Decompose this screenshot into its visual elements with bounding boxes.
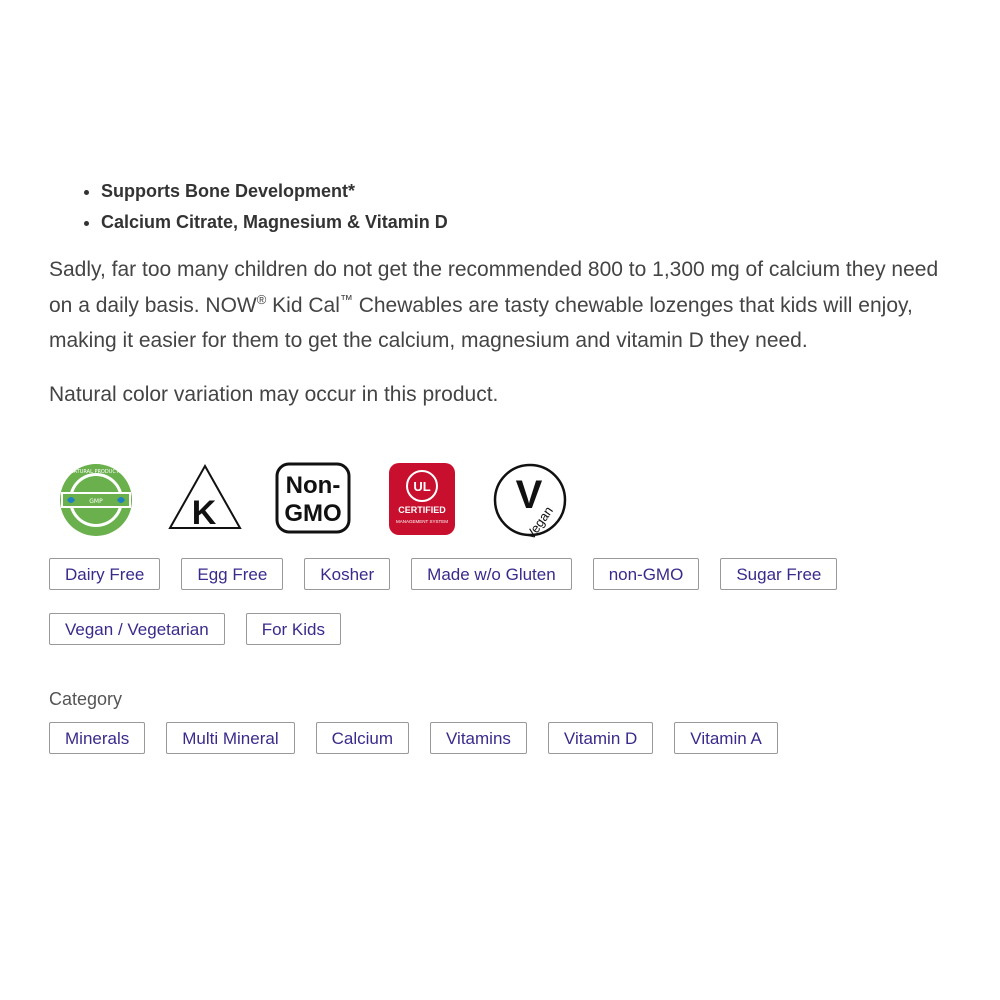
vegan-badge [492,462,568,543]
category-vitamin-a[interactable]: Vitamin A [674,722,778,754]
description-text: Kid Cal [266,293,340,317]
tag-egg-free[interactable]: Egg Free [181,558,283,590]
svg-text:GMO: GMO [284,499,342,527]
category-minerals[interactable]: Minerals [49,722,145,754]
svg-text:Non-: Non- [285,471,341,499]
tag-made-without-gluten[interactable]: Made w/o Gluten [411,558,572,590]
non-gmo-badge [275,462,351,539]
certification-badges [49,462,959,538]
svg-text:K: K [191,493,217,532]
tag-sugar-free[interactable]: Sugar Free [720,558,837,590]
tag-vegan-vegetarian[interactable]: Vegan / Vegetarian [49,613,225,645]
feature-item: • Calcium Citrate, Magnesium & Vitamin D [101,207,959,238]
trademark-mark: ™ [339,291,353,307]
category-vitamin-d[interactable]: Vitamin D [548,722,653,754]
tag-dairy-free[interactable]: Dairy Free [49,558,160,590]
category-heading: Category [49,688,123,709]
svg-text:UL: UL [413,478,431,494]
tag-for-kids[interactable]: For Kids [246,613,341,645]
product-description [49,176,959,777]
color-variation-note: Natural color variation may occur in this product. [49,382,499,406]
svg-text:Vegan: Vegan [522,502,556,538]
svg-text:V: V [515,472,543,517]
attribute-tags [49,558,949,668]
registered-mark: ® [256,291,267,307]
category-calcium[interactable]: Calcium [316,722,409,754]
feature-item: • Supports Bone Development* [101,176,959,207]
category-tags [49,722,949,777]
description-text: Sadly, far too many children do not get the recommended 800 to 1,300 mg of calcium they need on a daily basis. NOW [49,258,939,317]
tag-non-gmo[interactable]: non-GMO [593,558,700,590]
description-text: Chewables are tasty chewable lozenges that kids will enjoy, making it easier for them to get the calcium, magnesium and vitamin D they need. [49,293,913,352]
svg-text:MANAGEMENT SYSTEM: MANAGEMENT SYSTEM [396,518,448,524]
badge-gmp-text: GMP [89,497,103,505]
tag-kosher[interactable]: Kosher [304,558,390,590]
category-vitamins[interactable]: Vitamins [430,722,527,754]
category-multi-mineral[interactable]: Multi Mineral [166,722,294,754]
kosher-triangle-icon [167,462,243,537]
badge-ring-text: NATURAL PRODUCTS [69,468,123,475]
feature-list [49,176,959,238]
description-paragraph [49,252,959,359]
svg-text:CERTIFIED: CERTIFIED [398,504,446,515]
natural-products-gmp-badge [57,462,135,543]
ul-certified-badge [388,462,456,541]
